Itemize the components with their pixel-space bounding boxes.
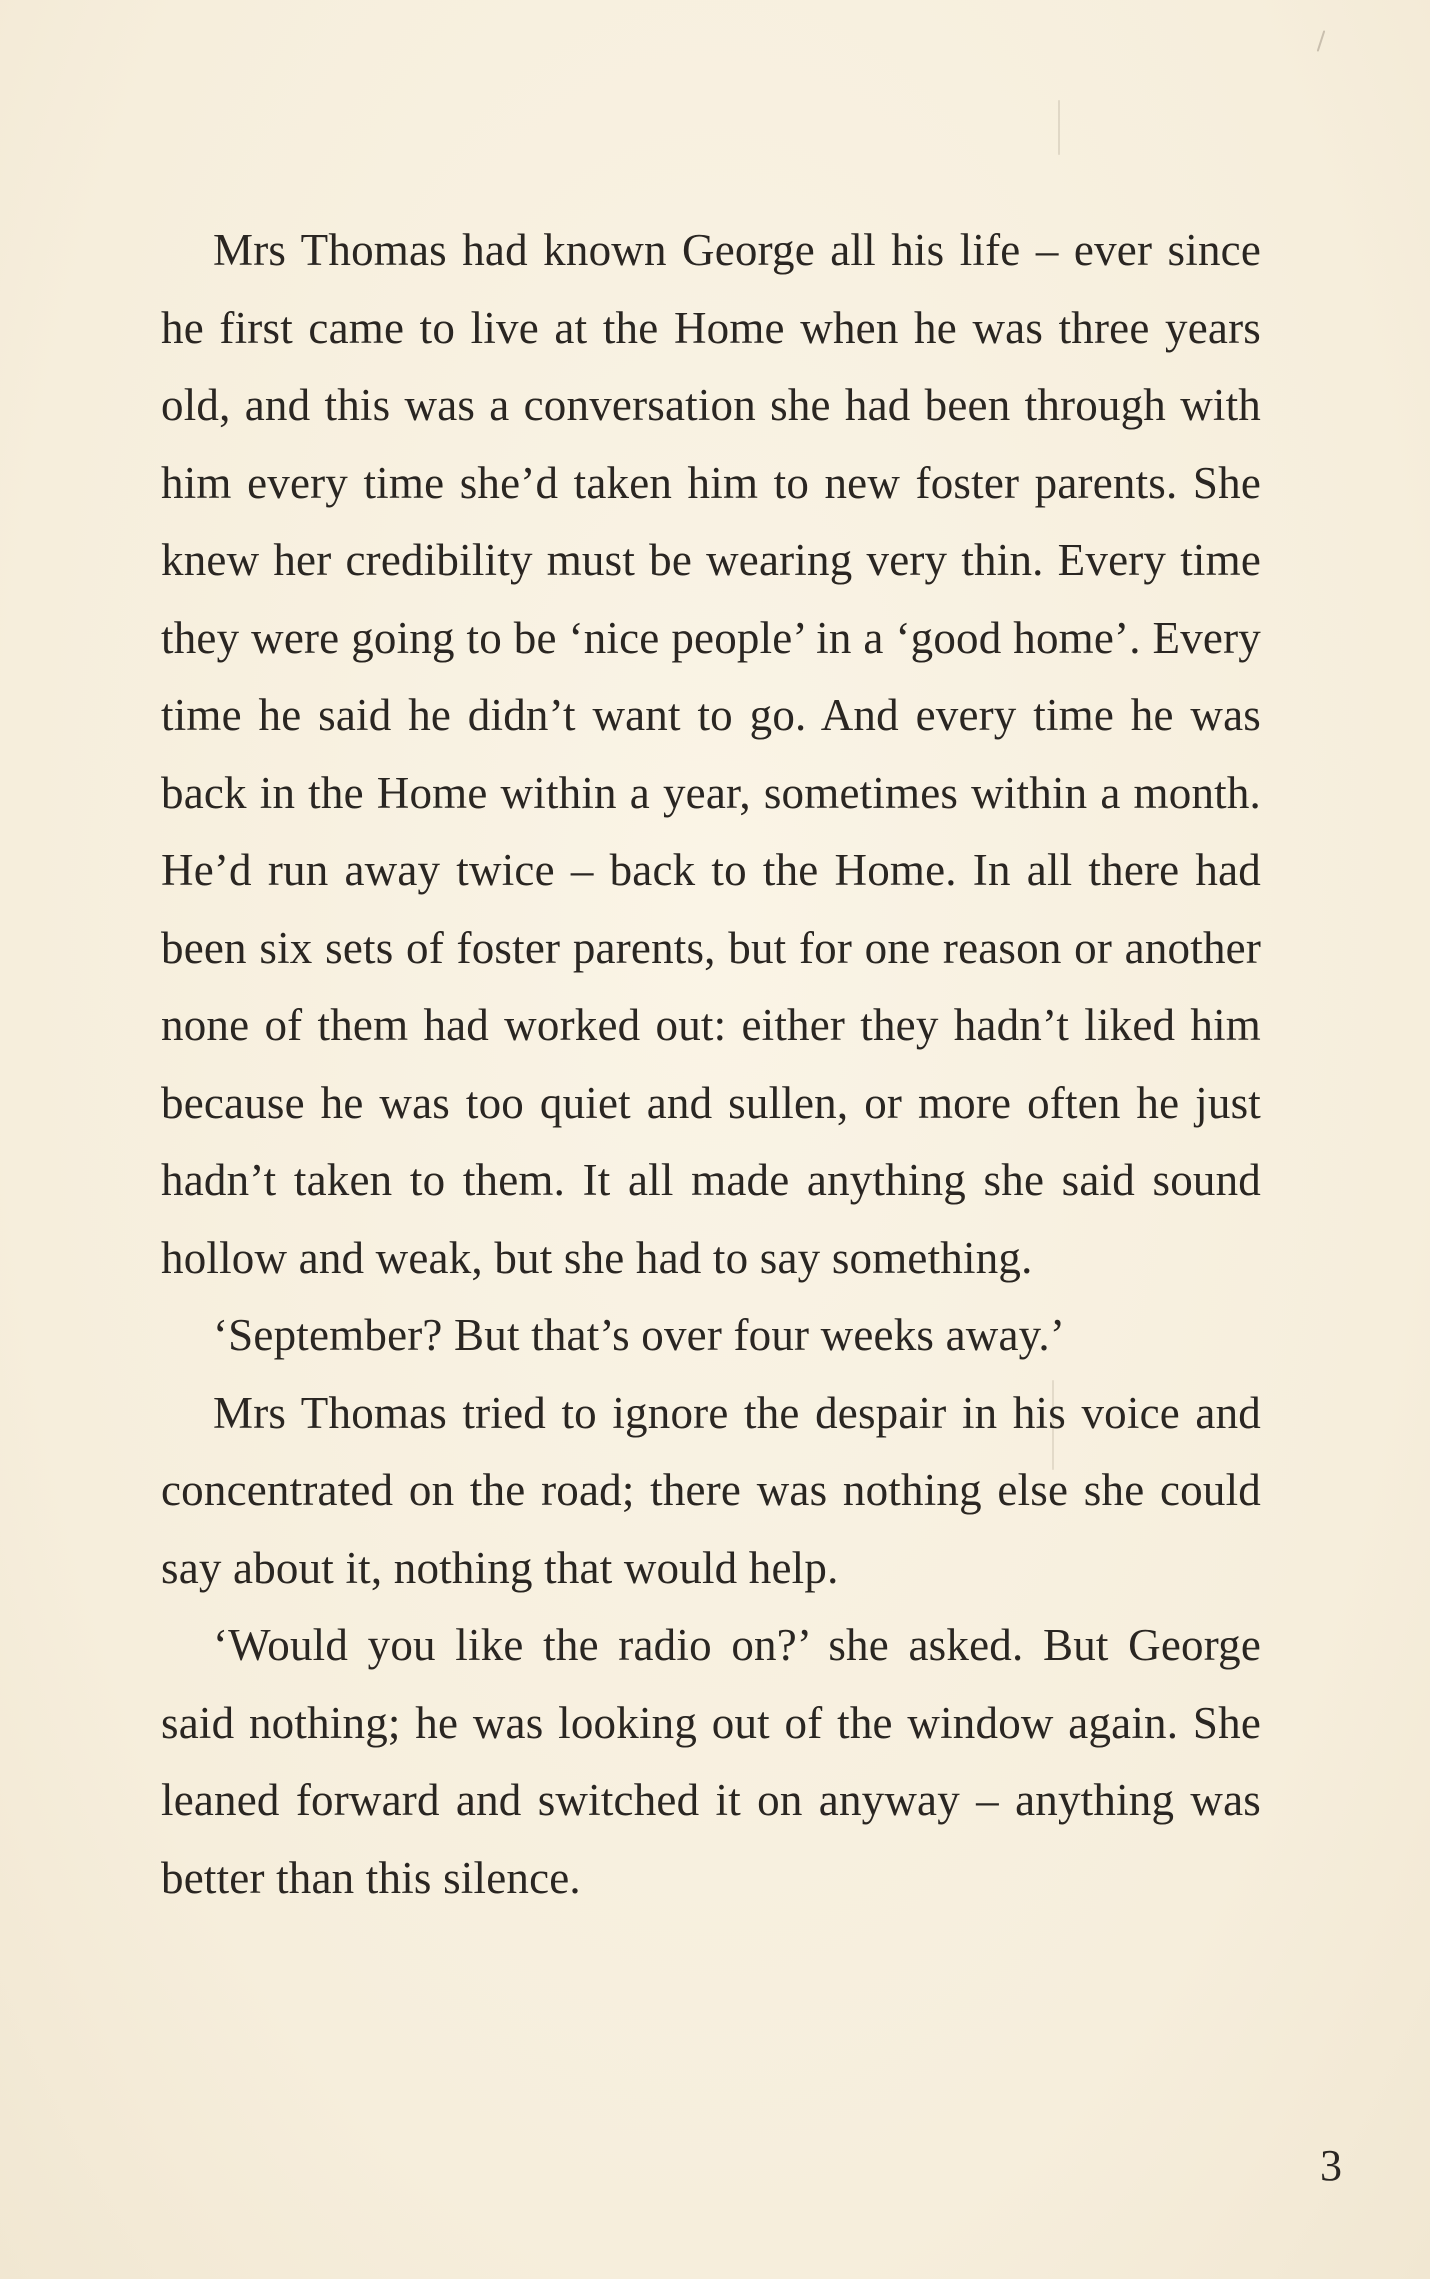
paragraph: Mrs Thomas had known George all his life – ever since he first came to live at the Home when he was three years old, and this was a conversation she had been through with him every time she’d taken him to new foster parents. She knew her credibility must be wearing very thin. Every time they were going to be ‘nice people’ in a ‘good home’. Every time he said he didn’t want to go. And every time he was back in the Home within a year, sometimes within a month. He’d run away twice – back to the Home. In all there had been six sets of foster parents, but for one reason or another none of them had worked out: either they hadn’t liked him because he was too quiet and sullen, or more often he just hadn’t taken to them. It all made anything she said sound hollow and weak, but she had to say something.: [161, 225, 1261, 1283]
paragraph: Mrs Thomas tried to ignore the despair in his voice and concentrated on the road; there was nothing else she could say about it, nothing that would help.: [161, 1387, 1261, 1593]
paragraph: ‘September? But that’s over four weeks away.’: [213, 1310, 1066, 1360]
body-text: [161, 212, 1261, 1917]
page-mark: [1317, 30, 1326, 52]
page-mark: [1058, 100, 1060, 155]
paragraph: ‘Would you like the radio on?’ she asked. But George said nothing; he was looking out of the window again. She leaned forward and switched it on anyway – anything was better than this silence.: [161, 1620, 1261, 1903]
page-number: 3: [1320, 2141, 1342, 2190]
